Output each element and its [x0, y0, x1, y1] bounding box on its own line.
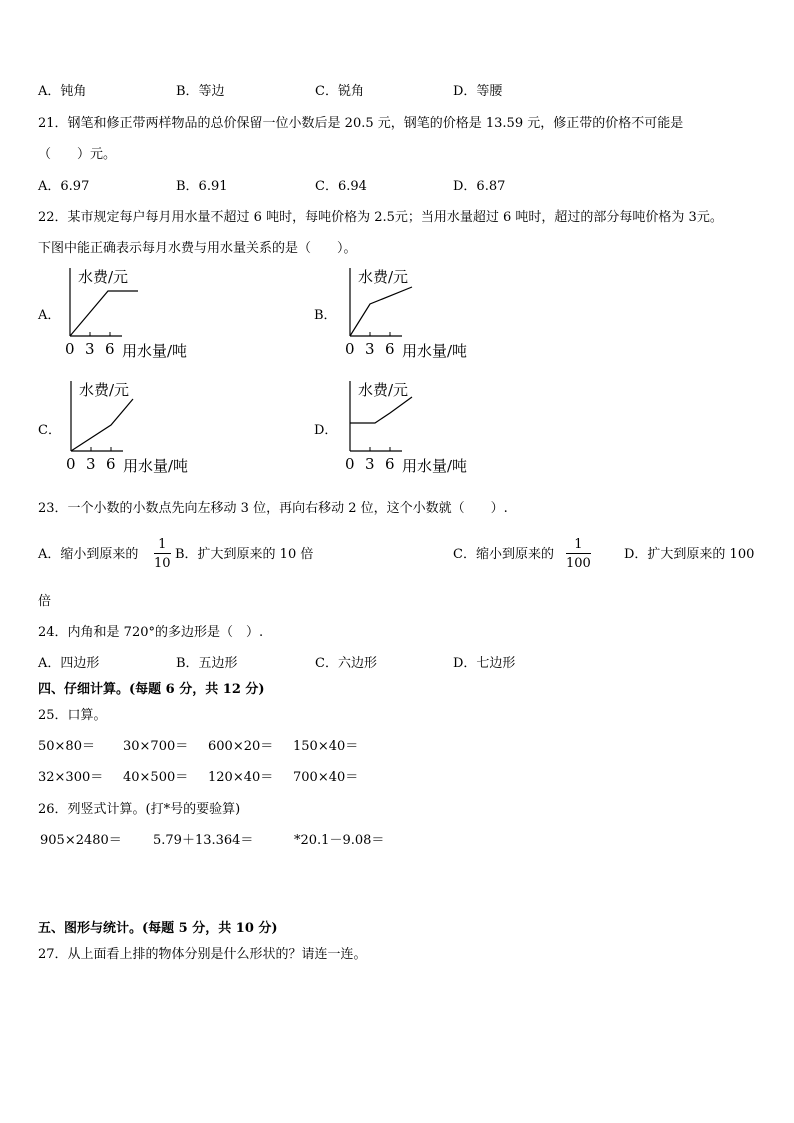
graph-b-ylabel: 水费/元 — [358, 268, 409, 286]
graph-c-line — [71, 399, 133, 451]
q25-item: 50×80＝ — [38, 739, 95, 754]
graph-c-tick-0: 0 — [66, 455, 76, 473]
q23-option-a-fraction — [154, 538, 171, 570]
graph-a-tick-3: 3 — [85, 340, 95, 358]
section-4-title: 四、仔细计算。(每题 6 分，共 12 分) — [38, 682, 265, 697]
q26-item: 905×2480＝ — [40, 833, 122, 848]
graph-a-line — [70, 291, 138, 336]
q25-item: 150×40＝ — [293, 739, 359, 754]
q26-stem: 26．列竖式计算。(打*号的要验算) — [38, 802, 241, 817]
graph-c-ylabel: 水费/元 — [79, 381, 130, 399]
q22-graph-d-label: D． — [314, 423, 338, 438]
q21-stem: 21．钢笔和修正带两样物品的总价保留一位小数后是 20.5 元，钢笔的价格是 13.59 元，修正带的价格不可能是 — [38, 116, 684, 131]
fraction-numerator: 1 — [566, 538, 591, 554]
graph-b-xlabel: 用水量/吨 — [402, 342, 468, 360]
q22-graph-c — [61, 379, 211, 477]
graph-a-tick-6: 6 — [105, 340, 115, 358]
q24-option-b: B．五边形 — [176, 656, 238, 671]
q25-item: 32×300＝ — [38, 770, 104, 785]
q26-item: 5.79＋13.364＝ — [153, 833, 254, 848]
q22-graph-a — [60, 266, 210, 362]
graph-d-xlabel: 用水量/吨 — [402, 457, 468, 475]
q21-option-c: C．6.94 — [315, 179, 367, 194]
q20-option-a: A．钝角 — [38, 84, 87, 99]
graph-d-tick-0: 0 — [345, 455, 355, 473]
q25-stem: 25．口算。 — [38, 708, 107, 723]
q23-option-d-cont: 倍 — [38, 594, 52, 609]
q23-option-d: D．扩大到原来的 100 — [624, 547, 755, 562]
q22-graph-d — [340, 379, 490, 477]
graph-a-xlabel: 用水量/吨 — [122, 342, 188, 360]
q23-option-a-prefix: A．缩小到原来的 — [38, 547, 139, 562]
graph-d-tick-3: 3 — [365, 455, 375, 473]
q20-option-b: B．等边 — [176, 84, 225, 99]
graph-c-tick-6: 6 — [106, 455, 116, 473]
q26-item: *20.1－9.08＝ — [294, 833, 385, 848]
fraction-denominator: 100 — [566, 556, 591, 571]
section-5-title: 五、图形与统计。(每题 5 分，共 10 分) — [38, 921, 278, 936]
q25-item: 700×40＝ — [293, 770, 359, 785]
q27-stem: 27．从上面看上排的物体分别是什么形状的？请连一连。 — [38, 947, 367, 962]
graph-d-tick-6: 6 — [385, 455, 395, 473]
q22-graph-a-label: A． — [38, 308, 61, 323]
q23-option-b: B．扩大到原来的 10 倍 — [175, 547, 314, 562]
q22-graph-c-label: C． — [38, 423, 61, 438]
q24-stem: 24．内角和是 720°的多边形是（ ）. — [38, 625, 264, 640]
graph-b-tick-0: 0 — [345, 340, 355, 358]
graph-b-line — [350, 287, 412, 336]
q23-stem: 23．一个小数的小数点先向左移动 3 位，再向右移动 2 位，这个小数就（ ）. — [38, 501, 508, 516]
q20-option-d: D．等腰 — [453, 84, 503, 99]
q22-graph-b — [340, 266, 490, 362]
graph-b-tick-6: 6 — [385, 340, 395, 358]
q25-item: 30×700＝ — [123, 739, 189, 754]
q25-item: 120×40＝ — [208, 770, 274, 785]
q24-option-a: A．四边形 — [38, 656, 100, 671]
q20-option-c: C．锐角 — [315, 84, 364, 99]
q23-option-c-prefix: C．缩小到原来的 — [453, 547, 554, 562]
graph-a-ylabel: 水费/元 — [78, 268, 129, 286]
q21-option-a: A．6.97 — [38, 179, 90, 194]
q23-option-c-fraction — [566, 538, 591, 570]
q24-option-d: D．七边形 — [453, 656, 516, 671]
q25-item: 600×20＝ — [208, 739, 274, 754]
q22-stem-cont: 下图中能正确表示每月水费与用水量关系的是（ ）。 — [38, 241, 357, 256]
graph-c-tick-3: 3 — [86, 455, 96, 473]
q21-option-b: B．6.91 — [176, 179, 228, 194]
q22-graph-b-label: B． — [314, 308, 337, 323]
q21-option-d: D．6.87 — [453, 179, 506, 194]
graph-a-tick-0: 0 — [65, 340, 75, 358]
q25-item: 40×500＝ — [123, 770, 189, 785]
graph-d-line — [350, 397, 412, 423]
graph-b-tick-3: 3 — [365, 340, 375, 358]
q22-stem: 22．某市规定每户每月用水量不超过 6 吨时，每吨价格为 2.5元；当用水量超过 6 吨时，超过的部分每吨价格为 3元。 — [38, 210, 723, 225]
q24-option-c: C．六边形 — [315, 656, 377, 671]
graph-c-xlabel: 用水量/吨 — [123, 457, 189, 475]
graph-d-ylabel: 水费/元 — [358, 381, 409, 399]
fraction-denominator: 10 — [154, 556, 171, 571]
q21-stem-cont: （ ）元。 — [38, 147, 117, 162]
fraction-numerator: 1 — [154, 538, 171, 554]
